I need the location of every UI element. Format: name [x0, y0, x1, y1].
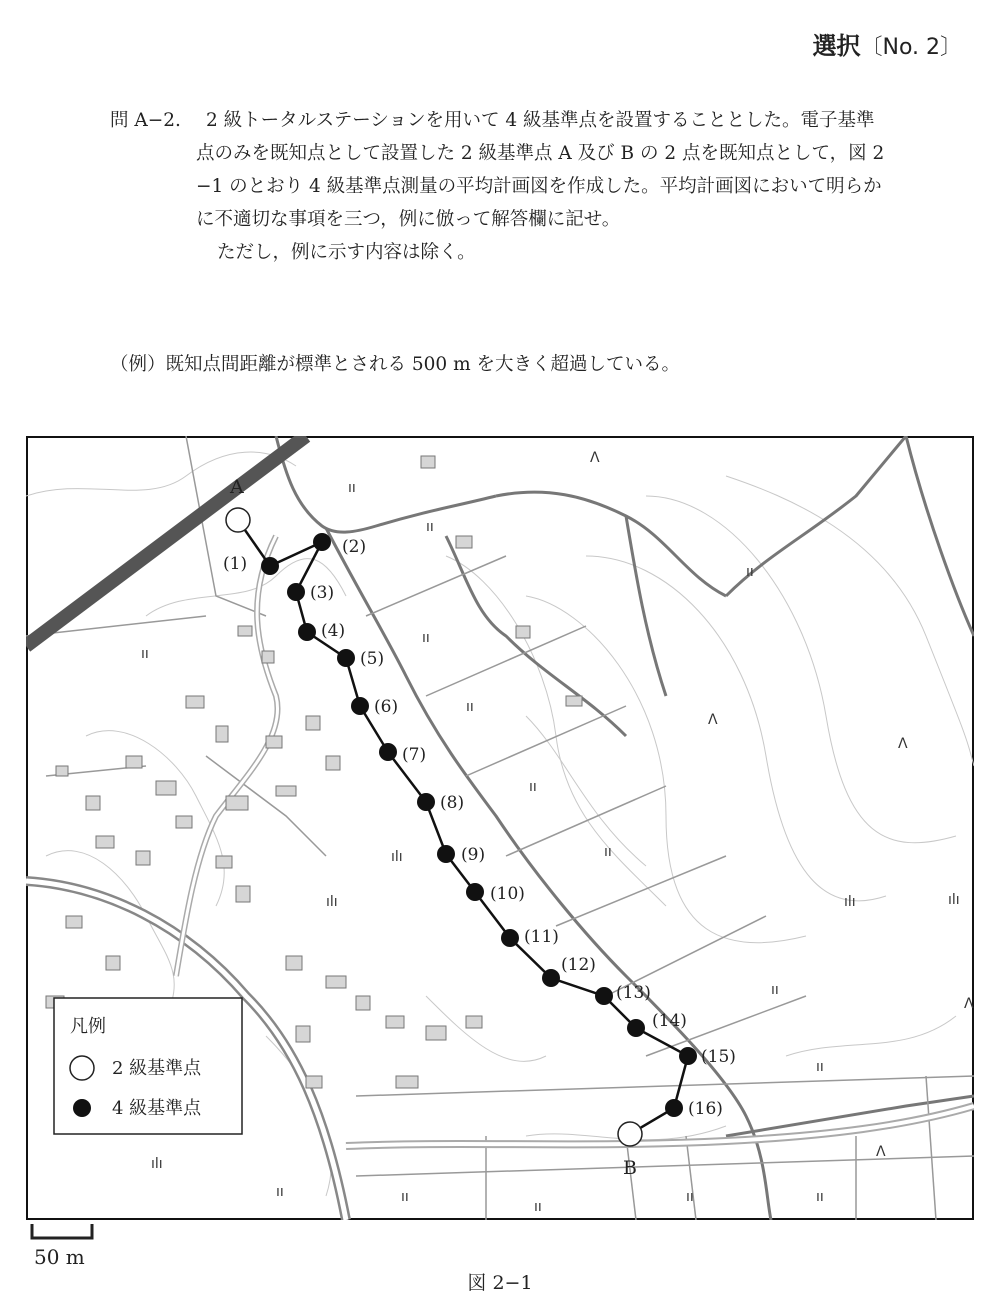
field-symbol: ıı	[816, 1189, 824, 1205]
new-point-4	[298, 623, 316, 641]
new-point-2	[313, 533, 331, 551]
known-point-a	[226, 508, 250, 532]
header-number: 〔No. 2〕	[860, 35, 962, 60]
new-point-8	[417, 793, 435, 811]
point-label-11: (11)	[524, 927, 559, 947]
new-point-11	[501, 929, 519, 947]
point-label-7: (7)	[402, 745, 427, 765]
example-text: （例）既知点間距離が標準とされる 500 m を大きく超過している。	[110, 354, 680, 375]
new-point-12	[542, 969, 560, 987]
grass-symbol: Λ	[708, 712, 718, 728]
new-point-14	[627, 1019, 645, 1037]
new-point-5	[337, 649, 355, 667]
question-note: ただし，例に示す内容は除く。	[217, 242, 476, 263]
point-label-4: (4)	[321, 621, 346, 641]
field-symbol: ıı	[426, 519, 434, 535]
legend-level2-symbol	[70, 1056, 94, 1080]
field-symbol: ıı	[604, 844, 612, 860]
legend-title: 凡例	[70, 1016, 106, 1037]
grass-symbol: Λ	[876, 1144, 886, 1160]
legend-level2-label: 2 級基準点	[112, 1058, 202, 1079]
question-block	[110, 104, 970, 269]
point-label-16: (16)	[688, 1099, 723, 1119]
figure-caption: 図 2−1	[467, 1272, 533, 1294]
point-label-5: (5)	[360, 649, 385, 669]
new-point-6	[351, 697, 369, 715]
orchard-symbol: ılı	[844, 894, 856, 910]
question-line-4: に不適切な事項を三つ，例に倣って解答欄に記せ。	[196, 209, 621, 230]
point-label-1: (1)	[223, 554, 248, 574]
question-number: 問 A−2.	[110, 110, 181, 131]
field-symbol: ıı	[534, 1199, 542, 1215]
orchard-symbol: ılı	[326, 894, 338, 910]
scale-label: 50 m	[34, 1245, 85, 1269]
legend-level4-label: 4 級基準点	[112, 1098, 202, 1119]
header-bold: 選択	[812, 32, 861, 60]
new-point-3	[287, 583, 305, 601]
field-symbol: ıı	[746, 564, 754, 580]
field-symbol: ıı	[401, 1189, 409, 1205]
question-line-1: 2 級トータルステーションを用いて 4 級基準点を設置することとした。電子基準	[206, 110, 875, 131]
map-legend	[54, 998, 242, 1134]
new-point-10	[466, 883, 484, 901]
new-point-9	[437, 845, 455, 863]
orchard-symbol: ılı	[391, 849, 403, 865]
field-symbol: ıı	[529, 779, 537, 795]
field-symbol: ıı	[422, 630, 430, 646]
point-label-12: (12)	[561, 955, 596, 975]
grass-symbol: Λ	[590, 450, 600, 466]
point-label-3: (3)	[310, 583, 335, 603]
orchard-symbol: ılı	[151, 1156, 163, 1172]
point-label-15: (15)	[701, 1047, 736, 1067]
point-label-9: (9)	[461, 845, 486, 865]
point-b-label: B	[623, 1157, 637, 1179]
point-label-10: (10)	[490, 884, 525, 904]
field-symbol: ıı	[771, 982, 779, 998]
orchard-symbol: ılı	[948, 892, 960, 908]
field-symbol: ıı	[348, 480, 356, 496]
section-header	[812, 26, 962, 61]
point-label-2: (2)	[342, 537, 367, 557]
point-label-8: (8)	[440, 793, 465, 813]
question-line-3: −1 のとおり 4 級基準点測量の平均計画図を作成した。平均計画図において明らか	[196, 176, 882, 197]
field-symbol: ıı	[141, 646, 149, 662]
new-point-15	[679, 1047, 697, 1065]
known-point-b	[618, 1122, 642, 1146]
grass-symbol: Λ	[898, 736, 908, 752]
point-label-14: (14)	[652, 1011, 687, 1031]
field-symbol: ıı	[276, 1184, 284, 1200]
question-line-2: 点のみを既知点として設置した 2 級基準点 A 及び B の 2 点を既知点として，図 2	[196, 143, 885, 164]
field-symbol: ıı	[466, 699, 474, 715]
point-a-label: A	[230, 476, 244, 498]
point-label-13: (13)	[616, 983, 651, 1003]
new-point-16	[665, 1099, 683, 1117]
new-point-7	[379, 743, 397, 761]
new-point-13	[595, 987, 613, 1005]
grass-symbol: Λ	[964, 996, 974, 1012]
field-symbol: ıı	[686, 1189, 694, 1205]
point-label-6: (6)	[374, 697, 399, 717]
scale-bar	[30, 1222, 96, 1242]
new-point-1	[261, 557, 279, 575]
field-symbol: ıı	[816, 1059, 824, 1075]
legend-level4-symbol	[73, 1099, 91, 1117]
survey-map	[26, 436, 974, 1220]
